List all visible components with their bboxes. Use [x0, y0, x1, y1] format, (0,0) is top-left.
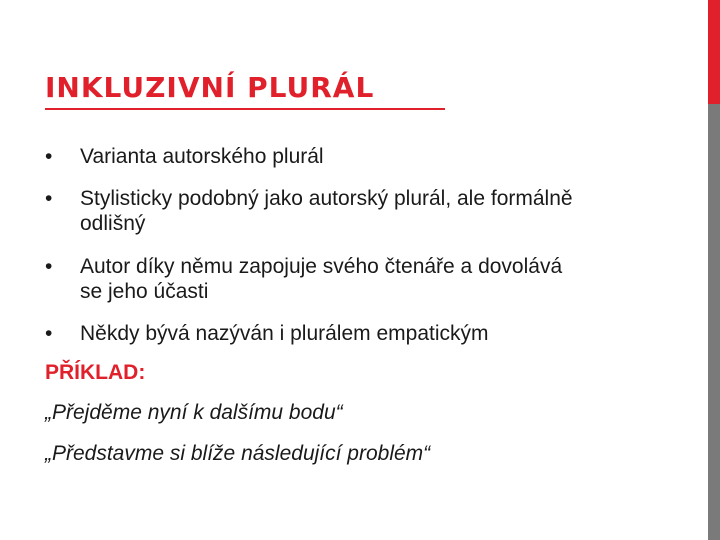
bullet-item — [45, 254, 685, 304]
example-label: PŘÍKLAD: — [45, 361, 146, 384]
bullet-item — [45, 144, 685, 169]
example-sentence: „Přejděme nyní k dalšímu bodu“ — [45, 401, 343, 424]
bullet-text: Varianta autorského plurál — [80, 145, 324, 168]
example-sentence: „Představme si blíže následující problém“ — [45, 442, 431, 465]
accent-bar-red — [708, 0, 720, 104]
bullet-dot: • — [45, 145, 53, 168]
bullet-text: Autor díky němu zapojuje svého čtenáře a dovolává se jeho účasti — [80, 255, 563, 303]
bullet-text: Někdy bývá nazýván i plurálem empatickým — [80, 322, 489, 345]
bullet-item — [45, 321, 685, 346]
slide-title: INKLUZIVNÍ PLURÁL — [45, 71, 375, 104]
accent-bar-gray — [708, 104, 720, 540]
bullet-item — [45, 186, 685, 236]
bullet-dot: • — [45, 255, 53, 278]
title-underline — [45, 108, 445, 110]
bullet-dot: • — [45, 322, 53, 345]
bullet-text: Stylisticky podobný jako autorský plurál, ale formálně odlišný — [80, 187, 573, 235]
bullet-dot: • — [45, 187, 53, 210]
